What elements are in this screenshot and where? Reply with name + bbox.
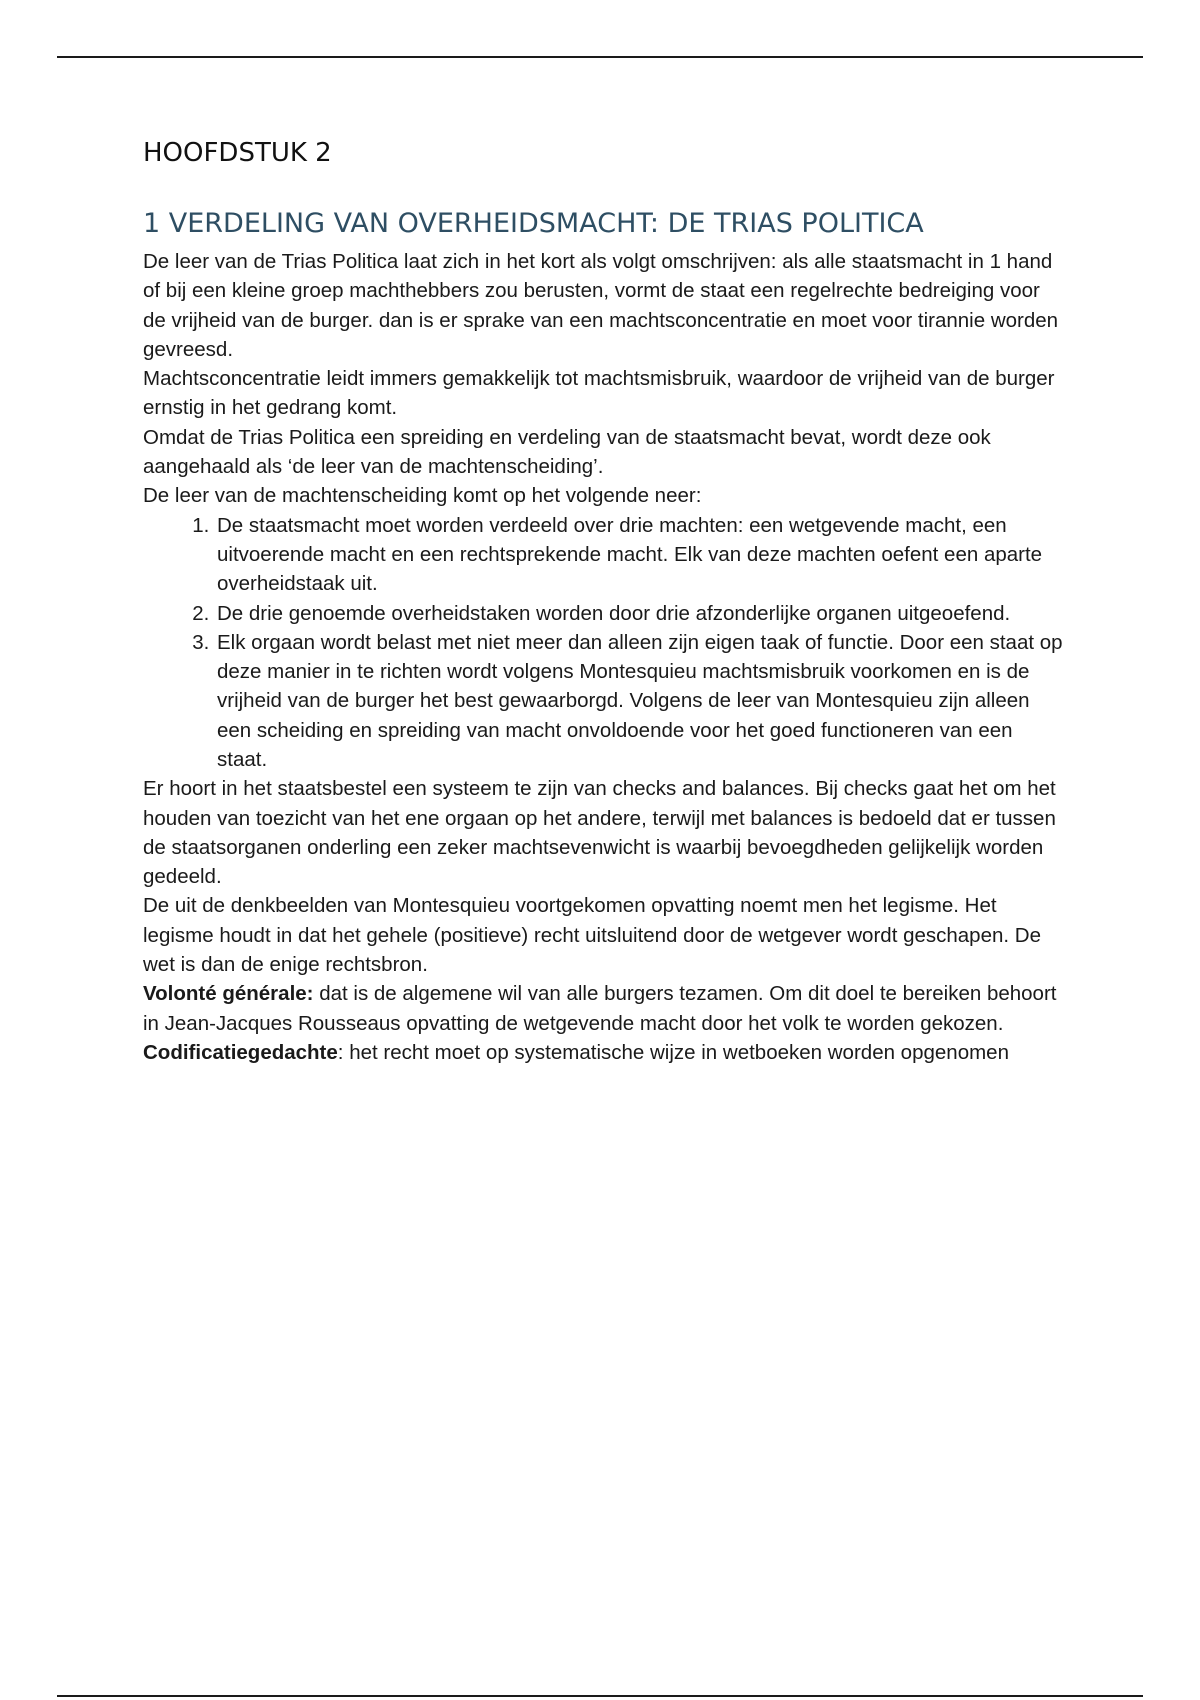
definition-codificatiegedachte [143, 1038, 1068, 1067]
paragraph-checks: Er hoort in het staatsbestel een systeem te zijn van checks and balances. Bij checks gaat het om het houden van toezicht van het ene orgaan op het andere, terwijl met balances is bedoeld dat er tussen de staatsorganen onderling een zeker machtsevenwicht is waarbij bevoegdheden gelijkelijk worden gedeeld. [143, 777, 1056, 889]
paragraph-list-intro: De leer van de machtenscheiding komt op het volgende neer: [143, 484, 702, 508]
definition-text: : het recht moet op systematische wijze in wetboeken worden opgenomen [337, 1040, 1009, 1064]
footer-rule [57, 1695, 1143, 1697]
definition-volonte-generale [143, 979, 1068, 1038]
definition-term: Codificatiegedachte [143, 1040, 338, 1064]
list-item: 2. De drie genoemde overheidstaken worden door drie afzonderlijke organen uitgeoefend. [215, 599, 1068, 628]
list-item: 1. De staatsmacht moet worden verdeeld over drie machten: een wetgevende macht, een uitvoerende macht en een rechtsprekende macht. Elk van deze machten oefent een aparte overheidstaak uit. [215, 511, 1068, 599]
section-heading: 1 VERDELING VAN OVERHEIDSMACHT: DE TRIAS POLITICA [143, 208, 924, 240]
paragraph-concentration: Machtsconcentratie leidt immers gemakkelijk tot machtsmisbruik, waardoor de vrijheid van de burger ernstig in het gedrang komt. [143, 367, 1055, 420]
principles-list [143, 511, 1068, 775]
paragraph-legisme: De uit de denkbeelden van Montesquieu voortgekomen opvatting noemt men het legisme. Het legisme houdt in dat het gehele (positieve) recht uitsluitend door de wetgever wordt geschapen. De wet is dan de enige rechtsbron. [143, 894, 1041, 977]
document-body [143, 138, 1068, 1067]
list-item: 3. Elk orgaan wordt belast met niet meer dan alleen zijn eigen taak of functie. Door een staat op deze manier in te richten wordt volgens Montesquieu machtsmisbruik voorkomen en is de vrijheid van de burger het best gewaarborgd. Volgens de leer van Montesquieu zijn alleen een scheiding en spreiding van macht onvoldoende voor het goed functioneren van een staat. [215, 628, 1068, 774]
paragraph-separation: Omdat de Trias Politica een spreiding en verdeling van de staatsmacht bevat, wordt deze ook aangehaald als ‘de leer van de machtenscheiding’. [143, 425, 991, 479]
header-rule [57, 56, 1143, 58]
definition-text: dat is de algemene wil van alle burgers tezamen. Om dit doel te bereiken behoort in Jean-Jacques Rousseaus opvatting de wetgevende macht door het volk te worden gekozen. [143, 982, 1057, 1035]
section-text [143, 247, 1068, 1067]
definition-term: Volonté générale: [143, 982, 314, 1006]
chapter-heading: HOOFDSTUK 2 [143, 138, 332, 168]
paragraph-intro: De leer van de Trias Politica laat zich in het kort als volgt omschrijven: als alle staatsmacht in 1 hand of bij een kleine groep machthebbers zou berusten, vormt de staat een regelrechte bedreiging voor de vrijheid van de burger. dan is er sprake van een machtsconcentratie en moet voor tirannie worden gevreesd. [143, 249, 1059, 361]
